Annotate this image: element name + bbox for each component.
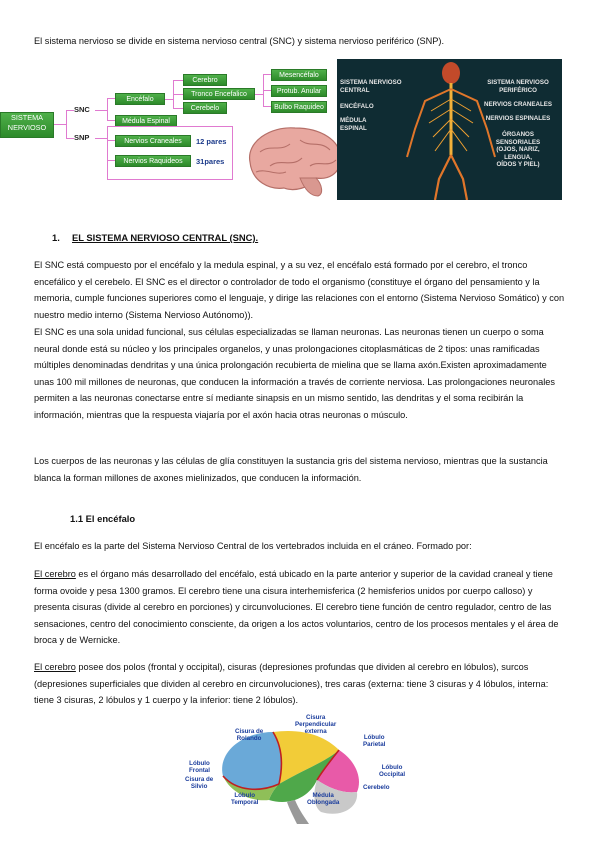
snp-label: SNP bbox=[74, 133, 90, 142]
nervios-raquideos-node: Nervios Raquideos bbox=[115, 155, 191, 167]
cerebro-term: El cerebro bbox=[34, 569, 76, 579]
root-node: SISTEMA NERVIOSO bbox=[0, 112, 54, 138]
organos-image-label: ÓRGANOS SENSORIALES (OJOS, NARIZ, LENGUA, OÍDOS Y PIEL) bbox=[495, 131, 541, 168]
section-1-number: 1. bbox=[52, 232, 60, 243]
section-1-title: EL SISTEMA NERVIOSO CENTRAL (SNC). bbox=[72, 232, 259, 243]
medula-node: Médula Espinal bbox=[115, 115, 177, 127]
brain-lobes-figure bbox=[185, 714, 410, 829]
section-1-heading bbox=[52, 232, 258, 243]
cerebro-term-2: El cerebro bbox=[34, 662, 76, 672]
perpendicular-label: Cisura Perpendicular externa bbox=[295, 714, 337, 735]
nervios-craneales-node: Nervios Craneales bbox=[115, 135, 191, 147]
paragraph-1: El SNC está compuesto por el encéfalo y la medula espinal, y a su vez, el encéfalo está formado por el cerebro, el tronco encefálico y el cerebelo. El SNC es el director o controlador de todo el organismo (constituye el órgano del pensamiento y la memoria, cumple funciones superiores como el lenguaje, y dirige las relaciones con el entorno (Sistema Nervioso Somático) y con nuestro medio interno (Sistema Nervioso Autónomo)). bbox=[34, 260, 565, 320]
raquideos-count: 31pares bbox=[196, 157, 225, 166]
protuberancia-node: Protub. Anular bbox=[271, 85, 327, 97]
encefalo-image-label: ENCÉFALO bbox=[340, 103, 374, 110]
rolando-label: Cisura de Rolando bbox=[235, 728, 264, 742]
craneales-count: 12 pares bbox=[196, 137, 227, 146]
cerebelo-node: Cerebelo bbox=[183, 102, 227, 114]
occipital-label: Lóbulo Occipital bbox=[379, 764, 406, 778]
medula-image-label: MÉDULA ESPINAL bbox=[340, 117, 367, 132]
cerebro-node: Cerebro bbox=[183, 74, 227, 86]
section-1-1-heading: 1.1 El encéfalo bbox=[70, 513, 136, 524]
mesencefalo-node: Mesencéfalo bbox=[271, 69, 327, 81]
nervous-system-figure bbox=[337, 59, 562, 200]
snc-label: SNC bbox=[74, 105, 90, 114]
medula-oblongada-label: Médula Oblongada bbox=[307, 792, 340, 806]
paragraph-2: El SNC es una sola unidad funcional, sus células especializadas se llaman neuronas. Las neuronas tienen un cuerpo o soma neural donde está su núcleo y los principales organelos, y unas prolongaciones citoplasmáticas de 2 tipos: unas ramificadas múltiples denominadas dendritas y una única prolongación recubierta de mielina que se llama axón.Existen aproximadamente unas 100 mil millones de neuronas, que conducen la información a través de corriente nerviosa. Las prolongaciones neuronales permiten a las neuronas conectarse entre sí mediante sinapsis en un mismo sentido, las dendritas y el soma recibirán la información, mientras que la respuesta viajaría por el axón hacia otras neuronas o músculo. bbox=[34, 327, 555, 420]
paragraph-6-text: posee dos polos (frontal y occipital), cisuras (depresiones profundas que dividen al cerebro en lóbulos), surcos (depresiones superficiales que dividen al cerebro en circunvoluciones), tres caras (externa: tiene 3 cisuras y 4 lóbulos, interna: tiene 3 cisuras, 2 lóbulos y 1 cuerpo y la inferior: tiene 2 lóbulos). bbox=[34, 662, 549, 706]
paragraph-5-text: es el órgano más desarrollado del encéfalo, está ubicado en la parte anterior y superior de la cavidad craneal y tiene forma ovoide y pesa 1300 gramos. El cerebro tiene una cisura interhemisferica (2 hemisferios unidos por cuerpo calloso) y presenta cisuras (divide al cerebro en porciones) y circunvoluciones. El cerebro tiene función de centro regulador, centro de las sensaciones, centro del conocimiento consciente, da origen a los actos voluntarios, centro de los procesos mentales y el área de broca y de Wernicke. bbox=[34, 569, 559, 646]
snc-image-title: SISTEMA NERVIOSO CENTRAL bbox=[340, 79, 402, 94]
espinales-image-label: NERVIOS ESPINALES bbox=[485, 115, 551, 122]
paragraph-3: Los cuerpos de las neuronas y las células de glía constituyen la sustancia gris del sistema nervioso, mientras que la sustancia blanca la forman millones de axones mielinizados, que conducen la información. bbox=[34, 456, 548, 483]
parietal-label: Lóbulo Parietal bbox=[363, 734, 386, 748]
tronco-node: Tronco Encefalico bbox=[183, 88, 255, 100]
intro-text: El sistema nervioso se divide en sistema nervioso central (SNC) y sistema nervioso periférico (SNP). bbox=[34, 36, 445, 46]
silvio-label: Cisura de Silvio bbox=[185, 776, 214, 790]
paragraph-5 bbox=[34, 566, 566, 649]
cerebelo-label: Cerebelo bbox=[363, 784, 390, 791]
temporal-label: Lóbulo Temporal bbox=[231, 792, 259, 806]
paragraph-4: El encéfalo es la parte del Sistema Nervioso Central de los vertebrados incluida en el cráneo. Formado por: bbox=[34, 541, 472, 551]
paragraph-6 bbox=[34, 659, 566, 709]
brain-illustration bbox=[240, 122, 348, 200]
bulbo-node: Bulbo Raquideo bbox=[271, 101, 327, 113]
encefalo-node: Encéfalo bbox=[115, 93, 165, 105]
craneales-image-label: NERVIOS CRANEALES bbox=[484, 101, 552, 108]
frontal-label: Lóbulo Frontal bbox=[189, 760, 210, 774]
snp-image-title: SISTEMA NERVIOSO PERIFÉRICO bbox=[487, 79, 549, 94]
